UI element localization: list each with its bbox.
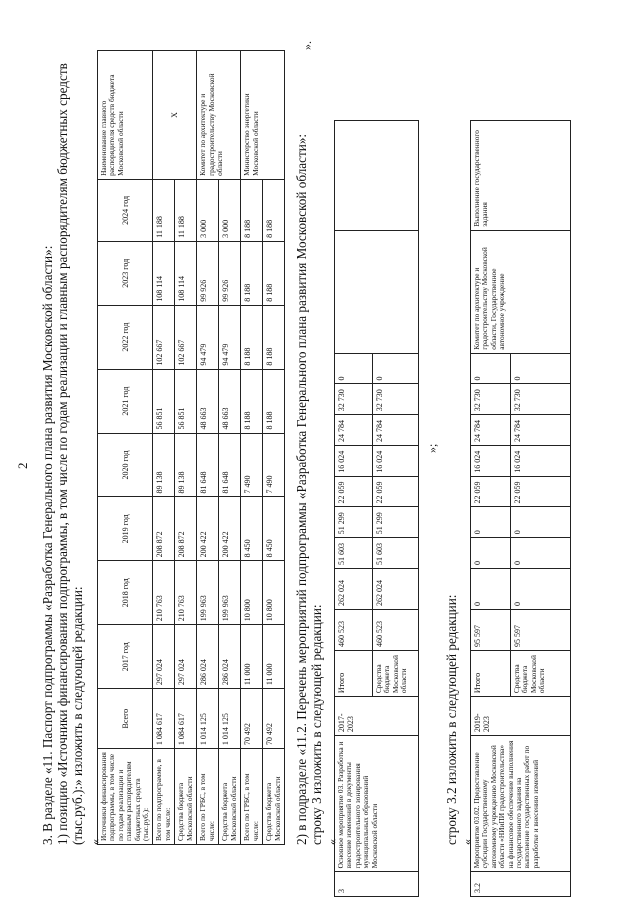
table-cell: 24 784 [373, 415, 419, 446]
table-cell: 108 114 [175, 241, 197, 305]
table-row [197, 51, 219, 845]
responsible: Комитет по архитектуре и градостроительству Московской области, Государственное автономное учреждение [471, 230, 571, 353]
table-cell: 0 [471, 507, 511, 538]
header-cell: Всего [98, 689, 153, 749]
table-cell: 99 926 [219, 241, 241, 305]
empty-cell [335, 121, 419, 231]
table-cell: 24 784 [511, 415, 571, 446]
table-cell: 11 000 [263, 625, 285, 689]
table-cell: 0 [471, 538, 511, 569]
table-cell: 210 763 [175, 561, 197, 625]
table-cell: 95 597 [511, 609, 571, 650]
table-cell: 8 188 [241, 369, 263, 433]
table-cell: 1 014 125 [219, 689, 241, 749]
table-cell: 51 603 [335, 538, 373, 569]
table-cell: 56 851 [153, 369, 175, 433]
table-cell: 11 188 [175, 179, 197, 241]
table-row [153, 51, 175, 845]
financing-table [97, 50, 285, 845]
table-cell: 208 872 [175, 497, 197, 561]
header-cell: 2019 год [98, 497, 153, 561]
header-cell: 2023 год [98, 241, 153, 305]
table-cell: 0 [471, 353, 511, 384]
table-cell: 3 000 [219, 179, 241, 241]
source-total: Итого [471, 650, 511, 696]
header-cell: 2018 год [98, 561, 153, 625]
section32-text [444, 595, 459, 845]
table-cell: 94 479 [197, 305, 219, 369]
table-cell: 89 138 [153, 433, 175, 497]
header-cell: 2022 год [98, 305, 153, 369]
table-cell: 1 014 125 [197, 689, 219, 749]
table-cell: 16 024 [373, 445, 419, 476]
table-cell: 286 024 [197, 625, 219, 689]
table-cell: 10 800 [263, 561, 285, 625]
table-cell: 460 523 [335, 609, 373, 650]
period: 2017-2023 [335, 697, 419, 736]
close-quote: ». [300, 41, 314, 50]
table-cell: 8 188 [263, 369, 285, 433]
table-cell: 81 648 [197, 433, 219, 497]
table-cell: 8 450 [263, 497, 285, 561]
section2-text [294, 134, 324, 845]
open-quote: « [88, 839, 102, 845]
table-cell: 210 763 [153, 561, 175, 625]
table-cell: 99 926 [197, 241, 219, 305]
table-cell: 51 299 [373, 507, 419, 538]
header-cell: Наименование главного распорядителя средств бюджета Московской области [98, 51, 153, 180]
table-cell: 22 059 [511, 476, 571, 507]
table-cell: 16 024 [511, 445, 571, 476]
header-cell: 2021 год [98, 369, 153, 433]
table-cell: 8 450 [241, 497, 263, 561]
section32-line1: строку 3.2 изложить в следующей редакции: [444, 594, 459, 845]
table-cell: Комитет по архитектуре и градостроительству Московской области [197, 51, 241, 180]
section2-line1: 2) в подразделе «11.2. Перечень мероприятий подпрограммы «Разработка Генерального плана развития Московской области»: [294, 133, 309, 845]
table-cell: 56 851 [175, 369, 197, 433]
table-cell: 32 730 [335, 384, 373, 415]
table-cell: 81 648 [219, 433, 241, 497]
section2-line2: строку 3 изложить в следующей редакции: [309, 604, 324, 845]
open-quote: « [325, 839, 339, 845]
table-cell: 7 490 [263, 433, 285, 497]
table-cell: 262 024 [335, 568, 373, 609]
empty-cell [335, 230, 419, 353]
table-cell: 286 024 [219, 625, 241, 689]
table-cell: 51 299 [335, 507, 373, 538]
table-cell: 32 730 [373, 384, 419, 415]
source-total: Итого [335, 650, 373, 696]
table-row [471, 121, 511, 897]
table-cell: 8 188 [241, 305, 263, 369]
table-cell: Министерство энергетики Московской области [241, 51, 285, 180]
table-cell: 0 [511, 538, 571, 569]
close-quote: »; [425, 443, 439, 453]
table-cell: 102 667 [175, 305, 197, 369]
row-label: Средства бюджета Московской области [219, 749, 241, 845]
header-cell: 2020 год [98, 433, 153, 497]
table-cell: 297 024 [153, 625, 175, 689]
table-cell: 48 663 [197, 369, 219, 433]
table-cell: 7 490 [241, 433, 263, 497]
table-cell: 0 [511, 353, 571, 384]
section3-item1-line1: 1) позицию «Источники финансирования подпрограммы, в том числе по годам реализации и главным распорядителям бюджетных средств [55, 63, 70, 845]
table-cell: 0 [471, 568, 511, 609]
result: Выполнение государственного задания [471, 121, 571, 231]
period: 2019-2023 [471, 697, 571, 736]
table-cell: 16 024 [335, 445, 373, 476]
row-number: 3.2 [471, 872, 571, 897]
table-cell: 48 663 [219, 369, 241, 433]
table-cell: 460 523 [373, 609, 419, 650]
table-cell: 22 059 [373, 476, 419, 507]
table-cell: 8 188 [241, 179, 263, 241]
table-cell: 199 963 [197, 561, 219, 625]
table-cell: 16 024 [471, 445, 511, 476]
table-cell: 24 784 [335, 415, 373, 446]
table-cell: 51 603 [373, 538, 419, 569]
section3-text [40, 63, 85, 845]
header-cell: 2017 год [98, 625, 153, 689]
table-cell: 32 730 [511, 384, 571, 415]
table-cell: 32 730 [471, 384, 511, 415]
table-cell: 297 024 [175, 625, 197, 689]
table-cell: 95 597 [471, 609, 511, 650]
source-budget: Средства бюджета Московской области [511, 650, 571, 696]
table-cell: 1 084 617 [175, 689, 197, 749]
table-cell: 208 872 [153, 497, 175, 561]
table-row [241, 51, 263, 845]
open-quote: « [460, 839, 474, 845]
table-cell: 8 188 [263, 179, 285, 241]
table-cell: 199 963 [219, 561, 241, 625]
event-name: Мероприятие 03.02. Предоставление субсидии Государственному автономному учреждению Московской области «НИиПИ градостроительства» на финансовое обеспечение выполнения государственного задания на выполнение государственных работ по разработке и внесению изменений [471, 736, 571, 872]
table-cell: 1 084 617 [153, 689, 175, 749]
table-cell: 24 784 [471, 415, 511, 446]
row-label: Средства бюджета Московской области [175, 749, 197, 845]
table-cell: 0 [335, 353, 373, 384]
table-cell: 22 059 [335, 476, 373, 507]
table-cell: 262 024 [373, 568, 419, 609]
header-cell: Источники финансирования подпрограммы, в том числе по годам реализации и главным распорядителям бюджетных средств (тыс.руб.): [98, 749, 153, 845]
header-cell: 2024 год [98, 179, 153, 241]
section3-title: 3. В разделе «11. Паспорт подпрограммы «Разработка Генерального плана развития Московской области»: [40, 245, 55, 845]
table-cell: 8 188 [263, 241, 285, 305]
table-cell: 8 188 [241, 241, 263, 305]
table-cell: 200 422 [197, 497, 219, 561]
table-cell: 108 114 [153, 241, 175, 305]
table-cell: 200 422 [219, 497, 241, 561]
table-header-row [98, 51, 153, 845]
table-cell: X [153, 51, 197, 180]
table-cell: 22 059 [471, 476, 511, 507]
table-cell: 11 000 [241, 625, 263, 689]
table-cell: 0 [511, 507, 571, 538]
table-cell: 3 000 [197, 179, 219, 241]
event-name: Основное мероприятие 03. Разработка и внесение изменений в документы градостроительного зонирования муниципальных образований Московской области [335, 736, 419, 872]
table-cell: 94 479 [219, 305, 241, 369]
table-row [335, 121, 373, 897]
row-label: Средства бюджета Московской области [263, 749, 285, 845]
table-cell: 8 188 [263, 305, 285, 369]
table-cell: 70 492 [241, 689, 263, 749]
table-cell: 89 138 [175, 433, 197, 497]
table-cell: 0 [511, 568, 571, 609]
events-table-row3 [334, 120, 419, 897]
table-cell: 102 667 [153, 305, 175, 369]
table-cell: 10 800 [241, 561, 263, 625]
row-label: Всего по подпрограмме, в том числе: [153, 749, 175, 845]
section3-item1-line2: (тыс.руб.):» изложить в следующей редакции: [70, 586, 85, 845]
source-budget: Средства бюджета Московской области [373, 650, 419, 696]
table-cell: 11 188 [153, 179, 175, 241]
row-label: Всего по ГРБС, в том числе: [241, 749, 263, 845]
table-cell: 70 492 [263, 689, 285, 749]
row-label: Всего по ГРБС, в том числе: [197, 749, 219, 845]
events-table-row32 [470, 120, 571, 897]
page-number: 2 [15, 462, 30, 469]
row-number: 3 [335, 872, 419, 897]
table-cell: 0 [373, 353, 419, 384]
